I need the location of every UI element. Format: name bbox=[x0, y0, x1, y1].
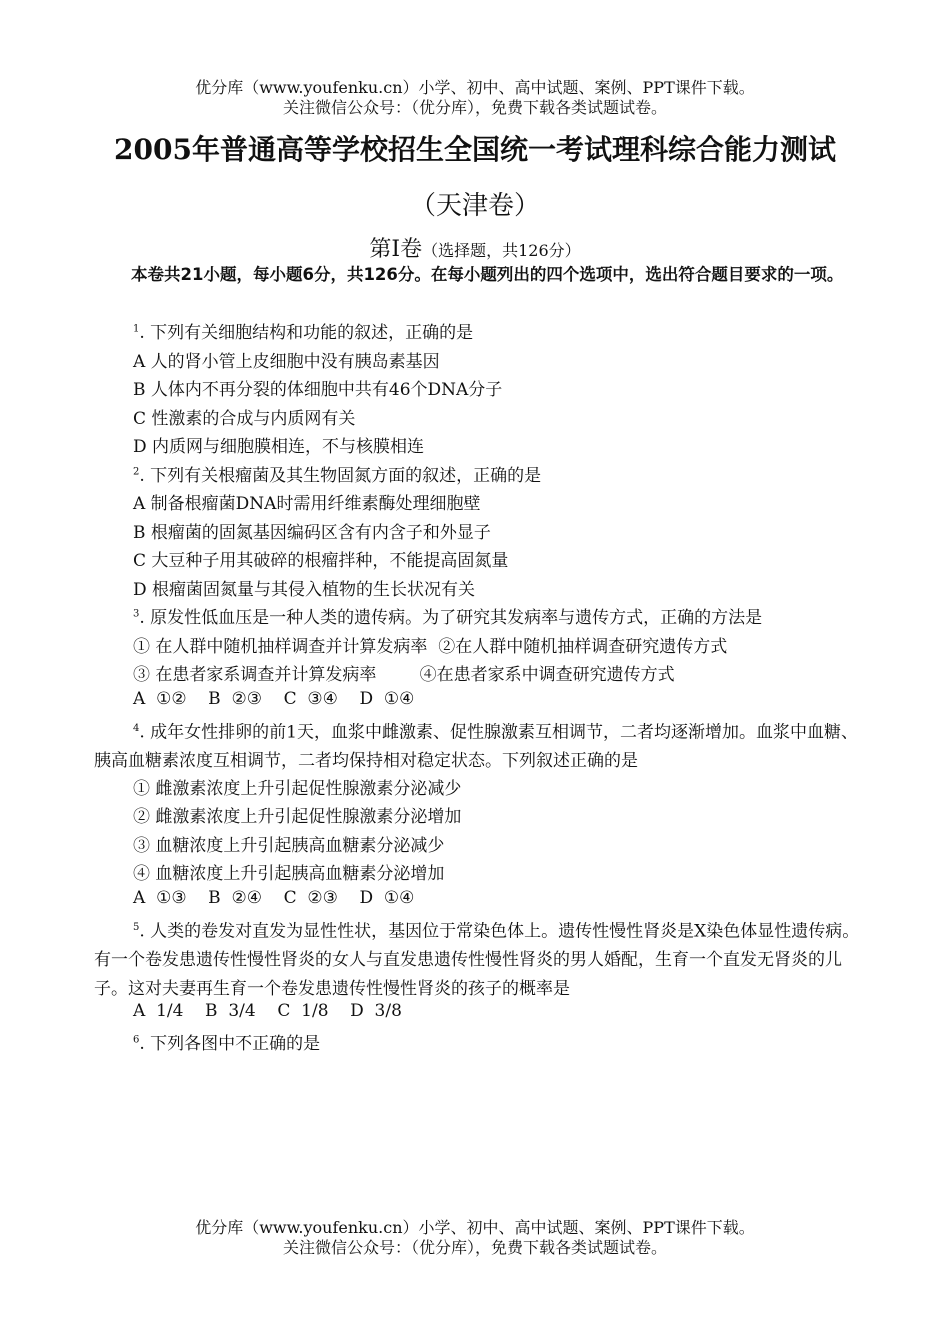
question-1 bbox=[133, 318, 473, 343]
q1-option-c: C 性激素的合成与内质网有关 bbox=[133, 409, 356, 429]
question-number: 4 bbox=[133, 723, 140, 734]
question-6 bbox=[133, 1029, 320, 1054]
q4-option-3: ③ 血糖浓度上升引起胰高血糖素分泌减少 bbox=[133, 836, 445, 856]
question-5 bbox=[94, 914, 864, 1003]
question-stem: . 下列有关根瘤菌及其生物固氮方面的叙述，正确的是 bbox=[139, 466, 542, 486]
question-stem: . 人类的卷发对直发为显性性状，基因位于常染色体上。遗传性慢性肾炎是X染色体显性遗传病。有一个卷发患遗传性慢性肾炎的女人与直发患遗传性慢性肾炎的男人婚配，生育一个直发无肾炎的儿子。这对夫妻再生育一个卷发患遗传性慢性肾炎的孩子的概率是 bbox=[94, 921, 860, 999]
q1-option-b: B 人体内不再分裂的体细胞中共有46个DNA分子 bbox=[133, 380, 503, 400]
question-number: 2 bbox=[133, 466, 140, 478]
footer-line-1: 优分库（www.youfenku.cn）小学、初中、高中试题、案例、PPT课件下载。 bbox=[195, 1218, 755, 1237]
instructions: 本卷共21小题，每小题6分，共126分。在每小题列出的四个选项中，选出符合题目要求的一项。 bbox=[131, 265, 844, 284]
q3-options-1-2: ① 在人群中随机抽样调查并计算发病率 ②在人群中随机抽样调查研究遗传方式 bbox=[133, 637, 728, 657]
question-number: 6 bbox=[133, 1034, 140, 1046]
question-number: 1 bbox=[133, 323, 140, 335]
question-stem: . 原发性低血压是一种人类的遗传病。为了研究其发病率与遗传方式，正确的方法是 bbox=[139, 608, 763, 628]
q2-option-b: B 根瘤菌的固氮基因编码区含有内含子和外显子 bbox=[133, 523, 491, 543]
question-3 bbox=[133, 603, 762, 628]
question-stem: . 下列各图中不正确的是 bbox=[139, 1034, 321, 1054]
header-line-1: 优分库（www.youfenku.cn）小学、初中、高中试题、案例、PPT课件下载。 bbox=[195, 78, 755, 97]
q4-choices: A ①③ B ②④ C ②③ D ①④ bbox=[133, 888, 415, 908]
section-heading bbox=[0, 232, 950, 263]
question-stem: . 下列有关细胞结构和功能的叙述，正确的是 bbox=[139, 323, 474, 343]
question-4 bbox=[94, 715, 864, 776]
q4-option-2: ② 雌激素浓度上升引起促性腺激素分泌增加 bbox=[133, 807, 462, 827]
question-2 bbox=[133, 461, 541, 486]
exam-subtitle: （天津卷） bbox=[409, 191, 540, 221]
q3-options-3-4: ③ 在患者家系调查并计算发病率 ④在患者家系中调查研究遗传方式 bbox=[133, 665, 675, 685]
q2-option-a: A 制备根瘤菌DNA时需用纤维素酶处理细胞壁 bbox=[133, 494, 481, 514]
section-note: （选择题，共126分） bbox=[422, 241, 581, 260]
q4-option-4: ④ 血糖浓度上升引起胰高血糖素分泌增加 bbox=[133, 864, 445, 884]
q2-option-c: C 大豆种子用其破碎的根瘤拌种，不能提高固氮量 bbox=[133, 551, 509, 571]
q2-option-d: D 根瘤菌固氮量与其侵入植物的生长状况有关 bbox=[133, 580, 476, 600]
question-stem: . 成年女性排卵的前1天，血浆中雌激素、促性腺激素互相调节，二者均逐渐增加。血浆中血糖、胰高血糖素浓度互相调节，二者均保持相对稳定状态。下列叙述正确的是 bbox=[94, 722, 858, 772]
q1-option-d: D 内质网与细胞膜相连，不与核膜相连 bbox=[133, 437, 425, 457]
q5-choices: A 1/4 B 3/4 C 1/8 D 3/8 bbox=[133, 1001, 402, 1021]
question-number: 5 bbox=[133, 922, 140, 933]
q4-option-1: ① 雌激素浓度上升引起促性腺激素分泌减少 bbox=[133, 779, 462, 799]
header-line-2: 关注微信公众号：（优分库），免费下载各类试题试卷。 bbox=[282, 98, 667, 117]
q3-choices: A ①② B ②③ C ③④ D ①④ bbox=[133, 689, 415, 709]
exam-title: 2005年普通高等学校招生全国统一考试理科综合能力测试 bbox=[114, 133, 836, 166]
question-number: 3 bbox=[133, 608, 140, 620]
q1-option-a: A 人的肾小管上皮细胞中没有胰岛素基因 bbox=[133, 352, 440, 372]
footer-line-2: 关注微信公众号：（优分库），免费下载各类试题试卷。 bbox=[282, 1238, 667, 1257]
section-title: 第Ⅰ卷 bbox=[369, 237, 423, 262]
